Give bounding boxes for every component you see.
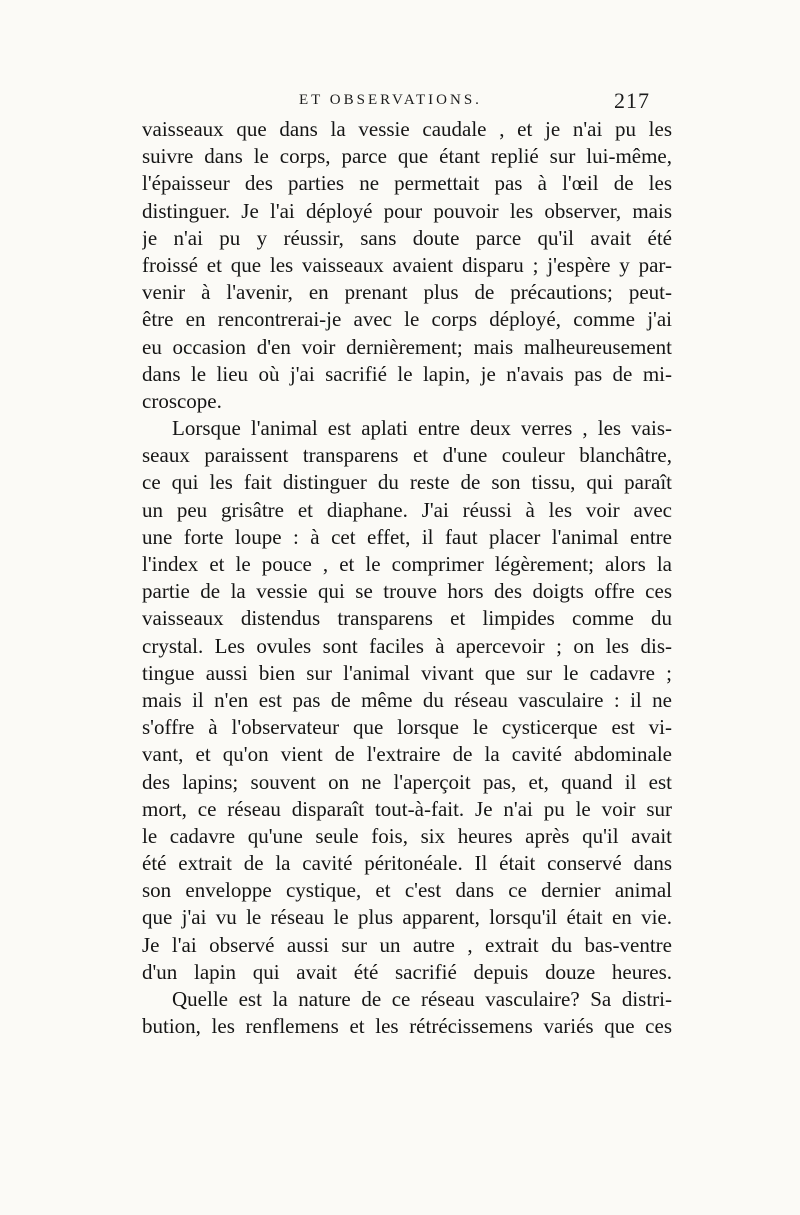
paragraph-start-line: Quelle est la nature de ce réseau vasculaire? Sa distri- <box>172 987 672 1011</box>
page-number: 217 <box>614 88 650 113</box>
text-line: vaisseaux distendus transparens et limpides comme du <box>142 606 672 631</box>
text-line: le cadavre qu'une seule fois, six heures après qu'il avait <box>142 823 672 848</box>
text-line: eu occasion d'en voir dernièrement; mais malheureusement <box>142 334 672 359</box>
text-line: une forte loupe : à cet effet, il faut placer l'animal entre <box>142 524 672 549</box>
text-line: l'épaisseur des parties ne permettait pas à l'œil de les <box>142 171 672 196</box>
text-line: été extrait de la cavité péritonéale. Il était conservé dans <box>142 851 672 876</box>
text-line: je n'ai pu y réussir, sans doute parce qu'il avait été <box>142 225 672 250</box>
text-line: que j'ai vu le réseau le plus apparent, lorsqu'il était en vie. <box>142 905 672 930</box>
text-line: suivre dans le corps, parce que étant replié sur lui-même, <box>142 144 672 169</box>
text-line: ce qui les fait distinguer du reste de son tissu, qui paraît <box>142 470 672 495</box>
body-text <box>142 116 672 1040</box>
text-line: un peu grisâtre et diaphane. J'ai réussi à les voir avec <box>142 497 672 522</box>
text-line: être en rencontrerai-je avec le corps déployé, comme j'ai <box>142 307 672 332</box>
text-line: venir à l'avenir, en prenant plus de précautions; peut- <box>142 280 672 305</box>
text-line: mais il n'en est pas de même du réseau vasculaire : il ne <box>142 687 672 712</box>
text-line: crystal. Les ovules sont faciles à apercevoir ; on les dis- <box>142 633 672 658</box>
text-line: l'index et le pouce , et le comprimer légèrement; alors la <box>142 552 672 576</box>
text-line: froissé et que les vaisseaux avaient disparu ; j'espère y par- <box>142 252 672 277</box>
text-line: croscope. <box>142 388 222 413</box>
text-line: d'un lapin qui avait été sacrifié depuis douze heures. <box>142 959 672 984</box>
running-head: ET OBSERVATIONS. <box>299 92 482 108</box>
text-line: vant, et qu'on vient de l'extraire de la cavité abdominale <box>142 742 672 767</box>
paragraph-start-line: Lorsque l'animal est aplati entre deux verres , les vais- <box>172 416 672 441</box>
text-line: Je l'ai observé aussi sur un autre , extrait du bas-ventre <box>142 932 672 957</box>
text-line: dans le lieu où j'ai sacrifié le lapin, je n'avais pas de mi- <box>142 361 672 386</box>
text-line: mort, ce réseau disparaît tout-à-fait. Je n'ai pu le voir sur <box>142 796 672 821</box>
text-line: s'offre à l'observateur que lorsque le cysticerque est vi- <box>142 715 672 740</box>
text-line: seaux paraissent transparens et d'une couleur blanchâtre, <box>142 443 672 468</box>
text-line: vaisseaux que dans la vessie caudale , et je n'ai pu les <box>142 117 672 141</box>
text-line: bution, les renflemens et les rétrécissemens variés que ces <box>142 1014 672 1039</box>
text-line: tingue aussi bien sur l'animal vivant que sur le cadavre ; <box>142 660 672 685</box>
text-line: partie de la vessie qui se trouve hors des doigts offre ces <box>142 579 672 604</box>
text-line: des lapins; souvent on ne l'aperçoit pas, et, quand il est <box>142 769 672 794</box>
text-line: distinguer. Je l'ai déployé pour pouvoir les observer, mais <box>142 198 672 223</box>
text-line: son enveloppe cystique, et c'est dans ce dernier animal <box>142 878 672 903</box>
